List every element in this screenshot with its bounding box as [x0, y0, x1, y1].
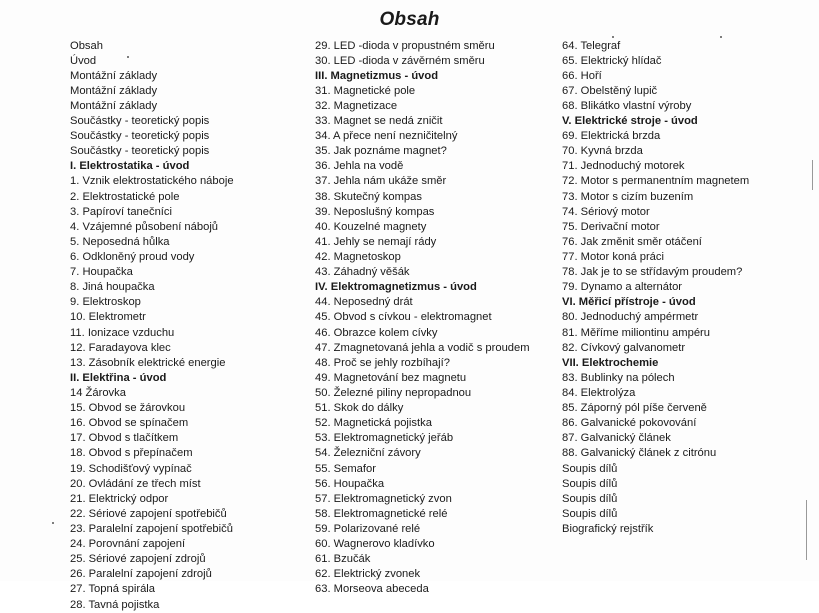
scan-speck [52, 522, 54, 524]
toc-entry: 55. Semafor [315, 462, 376, 475]
toc-entry: 69. Elektrická brzda [562, 130, 661, 143]
toc-entry: Montážní základy [70, 84, 158, 97]
toc-entry: 87. Galvanický článek [562, 432, 671, 445]
toc-entry: 83. Bublinky na pólech [562, 371, 675, 384]
toc-entry: 27. Topná spirála [70, 583, 156, 596]
toc-entry: 64. Telegraf [562, 39, 621, 52]
scan-edge-mark [812, 160, 813, 190]
toc-entry: 88. Galvanický článek z citrónu [562, 447, 717, 460]
toc-entry: 73. Motor s cizím buzením [562, 190, 694, 203]
toc-entry: 75. Derivační motor [562, 220, 660, 233]
toc-entry: 14 Žárovka [70, 387, 126, 400]
toc-entry: 17. Obvod s tlačítkem [70, 432, 179, 445]
scan-speck [127, 56, 129, 58]
toc-entry: 43. Záhadný věšák [315, 266, 410, 279]
toc-entry: Obsah [70, 39, 103, 52]
toc-entry: 53. Elektromagnetický jeřáb [315, 432, 454, 445]
toc-entry: 45. Obvod s cívkou - elektromagnet [315, 311, 492, 324]
toc-entry: 74. Sériový motor [562, 205, 650, 218]
toc-entry: 41. Jehly se nemají rády [315, 235, 437, 248]
toc-entry: 44. Neposedný drát [315, 296, 413, 309]
toc-entry: 77. Motor koná práci [562, 251, 664, 264]
toc-entry: 48. Proč se jehly rozbíhají? [315, 356, 450, 369]
toc-entry: Soupis dílů [562, 492, 618, 505]
toc-section-heading: V. Elektrické stroje - úvod [562, 115, 698, 128]
scan-speck [612, 36, 614, 38]
page-title: Obsah [379, 9, 440, 30]
toc-entry: 2. Elektrostatické pole [70, 190, 180, 203]
toc-section-heading: I. Elektrostatika - úvod [70, 160, 190, 173]
toc-entry: 31. Magnetické pole [315, 84, 416, 97]
toc-entry: 80. Jednoduchý ampérmetr [562, 311, 699, 324]
toc-entry: Soupis dílů [562, 477, 618, 490]
toc-entry: Soupis dílů [562, 462, 618, 475]
toc-entry: 22. Sériové zapojení spotřebičů [70, 507, 227, 520]
toc-entry: Součástky - teoretický popis [70, 130, 210, 143]
toc-entry: 52. Magnetická pojistka [315, 417, 432, 430]
toc-entry: 34. A přece není nezničitelný [315, 130, 458, 143]
toc-entry: 49. Magnetování bez magnetu [315, 371, 467, 384]
toc-entry: 20. Ovládání ze třech míst [70, 477, 201, 490]
toc-entry: 33. Magnet se nedá zničit [315, 115, 443, 128]
toc-entry: 24. Porovnání zapojení [70, 538, 186, 551]
toc-entry: 9. Elektroskop [70, 296, 141, 309]
toc-entry: 40. Kouzelné magnety [315, 220, 427, 233]
toc-entry: Montážní základy [70, 69, 158, 82]
toc-entry: 61. Bzučák [315, 553, 371, 566]
toc-entry: 85. Záporný pól píše červeně [562, 402, 707, 415]
toc-entry: 78. Jak je to se střídavým proudem? [562, 266, 743, 279]
toc-section-heading: VII. Elektrochemie [562, 356, 659, 369]
toc-entry: Montážní základy [70, 99, 158, 112]
toc-entry: 32. Magnetizace [315, 99, 398, 112]
toc-section-heading: II. Elektřina - úvod [70, 371, 167, 384]
toc-entry: 28. Tavná pojistka [70, 598, 160, 611]
toc-entry: 25. Sériové zapojení zdrojů [70, 553, 206, 566]
toc-entry: 15. Obvod se žárovkou [70, 402, 186, 415]
toc-entry: 72. Motor s permanentním magnetem [562, 175, 750, 188]
toc-entry: 62. Elektrický zvonek [315, 568, 421, 581]
toc-entry: 56. Houpačka [315, 477, 385, 490]
scan-edge-mark [806, 500, 807, 560]
toc-entry: 86. Galvanické pokovování [562, 417, 697, 430]
toc-entry: Úvod [70, 54, 97, 67]
toc-entry: 65. Elektrický hlídač [562, 54, 662, 67]
toc-entry: 5. Neposedná hůlka [70, 235, 170, 248]
toc-column-1 [70, 39, 310, 613]
toc-entry: 82. Cívkový galvanometr [562, 341, 686, 354]
toc-column-3 [562, 39, 812, 538]
toc-entry: 57. Elektromagnetický zvon [315, 492, 452, 505]
toc-entry: 6. Odkloněný proud vody [70, 251, 195, 264]
toc-entry: 19. Schodišťový vypínač [70, 462, 192, 475]
toc-entry: 37. Jehla nám ukáže směr [315, 175, 447, 188]
toc-entry: 63. Morseova abeceda [315, 583, 429, 596]
toc-entry: 4. Vzájemné působení nábojů [70, 220, 219, 233]
toc-entry: 38. Skutečný kompas [315, 190, 422, 203]
toc-entry: 81. Měříme miliontinu ampéru [562, 326, 710, 339]
toc-entry: 16. Obvod se spínačem [70, 417, 189, 430]
toc-section-heading: III. Magnetizmus - úvod [315, 69, 439, 82]
toc-entry: Součástky - teoretický popis [70, 145, 210, 158]
toc-entry: 58. Elektromagnetické relé [315, 507, 448, 520]
toc-entry: 23. Paralelní zapojení spotřebičů [70, 523, 233, 535]
toc-entry: 46. Obrazce kolem cívky [315, 326, 438, 339]
toc-entry: 13. Zásobník elektrické energie [70, 356, 226, 369]
scan-speck [720, 36, 722, 38]
toc-entry: 42. Magnetoskop [315, 251, 401, 264]
toc-entry: 1. Vznik elektrostatického náboje [70, 175, 234, 188]
toc-entry: 47. Zmagnetovaná jehla a vodič s proudem [315, 341, 530, 354]
toc-entry: 36. Jehla na vodě [315, 160, 404, 173]
toc-entry: 8. Jiná houpačka [70, 281, 155, 294]
toc-section-heading: IV. Elektromagnetizmus - úvod [315, 281, 477, 294]
toc-entry: Součástky - teoretický popis [70, 115, 210, 128]
toc-entry: 18. Obvod s přepínačem [70, 447, 193, 460]
toc-entry: 50. Železné piliny nepropadnou [315, 387, 472, 400]
toc-entry: 11. Ionizace vzduchu [70, 326, 175, 339]
toc-entry: 70. Kyvná brzda [562, 145, 643, 158]
toc-column-2 [315, 39, 560, 598]
toc-entry: 79. Dynamo a alternátor [562, 281, 683, 294]
toc-entry: 39. Neposlušný kompas [315, 205, 435, 218]
toc-entry: 59. Polarizované relé [315, 523, 421, 535]
toc-entry: Soupis dílů [562, 507, 618, 520]
toc-entry: 66. Hoří [562, 69, 602, 82]
toc-entry: 7. Houpačka [70, 266, 133, 279]
toc-entry: 60. Wagnerovo kladívko [315, 538, 435, 551]
toc-entry: 68. Blikátko vlastní výroby [562, 99, 692, 112]
toc-entry: 30. LED -dioda v závěrném směru [315, 54, 485, 67]
toc-entry: 29. LED -dioda v propustném směru [315, 39, 495, 52]
toc-entry: 71. Jednoduchý motorek [562, 160, 685, 173]
toc-section-heading: VI. Měřicí přístroje - úvod [562, 296, 696, 309]
toc-entry: 26. Paralelní zapojení zdrojů [70, 568, 212, 581]
toc-entry: 67. Obelstěný lupič [562, 84, 658, 97]
toc-entry: 10. Elektrometr [70, 311, 146, 324]
toc-entry: 12. Faradayova klec [70, 341, 171, 354]
toc-entry: 21. Elektrický odpor [70, 492, 169, 505]
toc-entry: 84. Elektrolýza [562, 387, 636, 400]
toc-entry: 3. Papíroví tanečníci [70, 205, 172, 218]
toc-entry: Biografický rejstřík [562, 523, 654, 535]
toc-entry: 54. Železniční závory [315, 447, 421, 460]
toc-entry: 35. Jak poznáme magnet? [315, 145, 447, 158]
toc-entry: 51. Skok do dálky [315, 402, 404, 415]
toc-entry: 76. Jak změnit směr otáčení [562, 235, 702, 248]
